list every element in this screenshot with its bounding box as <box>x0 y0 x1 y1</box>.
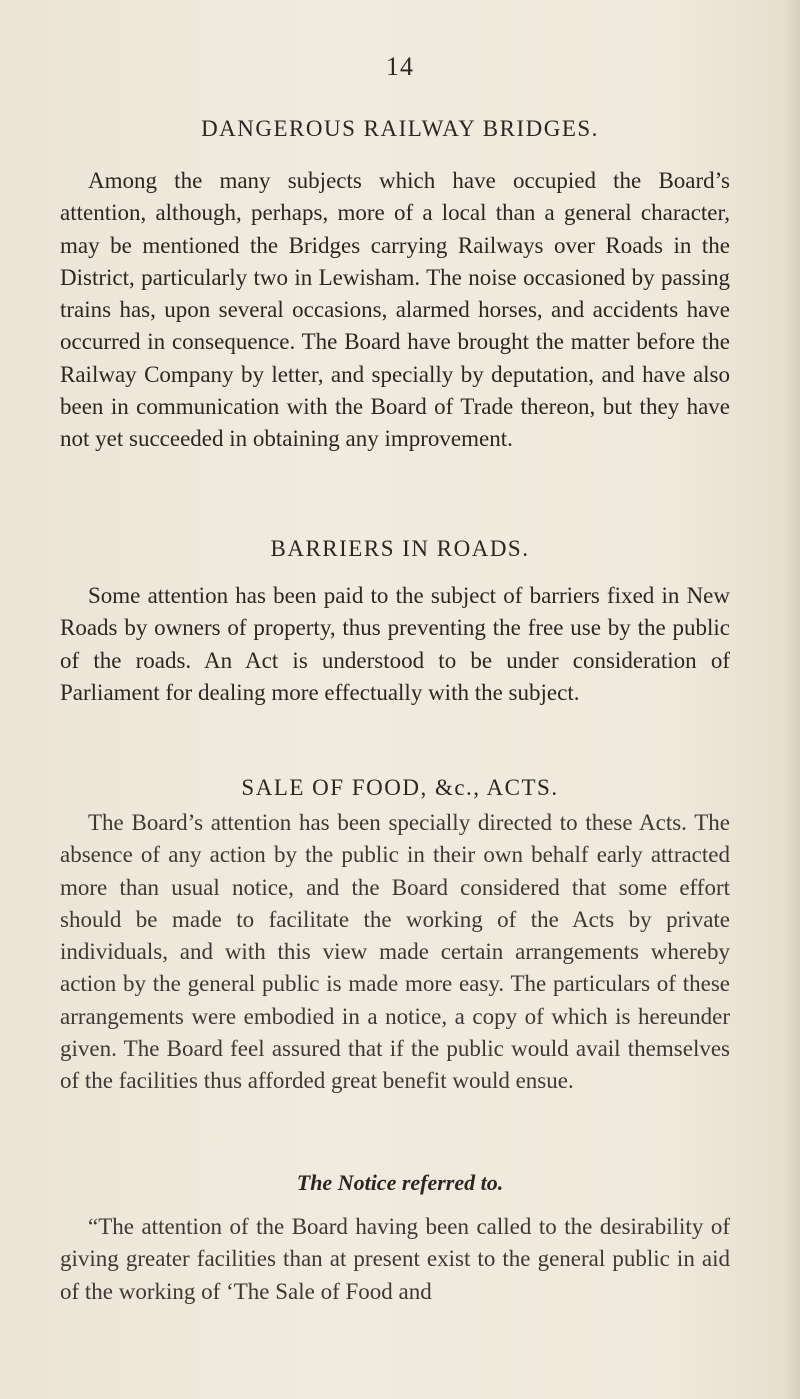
notice-title: The Notice referred to. <box>296 1170 504 1195</box>
section-heading-barriers: BARRIERS IN ROADS. <box>270 536 530 561</box>
section-heading-sale-of-food: SALE OF FOOD, &c., ACTS. <box>241 775 559 800</box>
section-paragraph-barriers: Some attention has been paid to the subject of barriers fixed in New Roads by owners of property, thus preventing the free use by the public of the roads. An Act is understood to be under consideration of Parliament for dealing more effectually with the subject. <box>60 583 730 705</box>
section-heading-railway-bridges: DANGEROUS RAILWAY BRIDGES. <box>201 116 599 141</box>
section-paragraph-railway-bridges: Among the many subjects which have occupied the Board’s attention, although, perhaps, more of a local than a general character, may be mentioned the Bridges carrying Railways over Roads in the District, particularly two in Lewisham. The noise occasioned by passing trains has, upon several occasions, alarmed horses, and accidents have occurred in consequence. The Board have brought the matter before the Railway Company by letter, and specially by deputation, and have also been in communication with the Board of Trade thereon, but they have not yet succeeded in obtaining any improvement. <box>60 168 730 452</box>
notice-text: “The attention of the Board having been called to the desirability of giving greater facilities than at present exist to the general public in aid of the working of ‘The Sale of Food and <box>60 1214 730 1304</box>
page-number: 14 <box>386 52 414 81</box>
section-paragraph-sale-of-food: The Board’s attention has been specially directed to these Acts. The absence of any action by the public in their own behalf early attracted more than usual notice, and the Board considered that some effort should be made to facilitate the working of the Acts by private individuals, and with this view made certain arrangements whereby action by the general public is made more easy. The particulars of these arrangements were embodied in a notice, a copy of which is hereunder given. The Board feel assured that if the public would avail themselves of the facilities thus afforded great benefit would ensue. <box>60 810 730 1094</box>
